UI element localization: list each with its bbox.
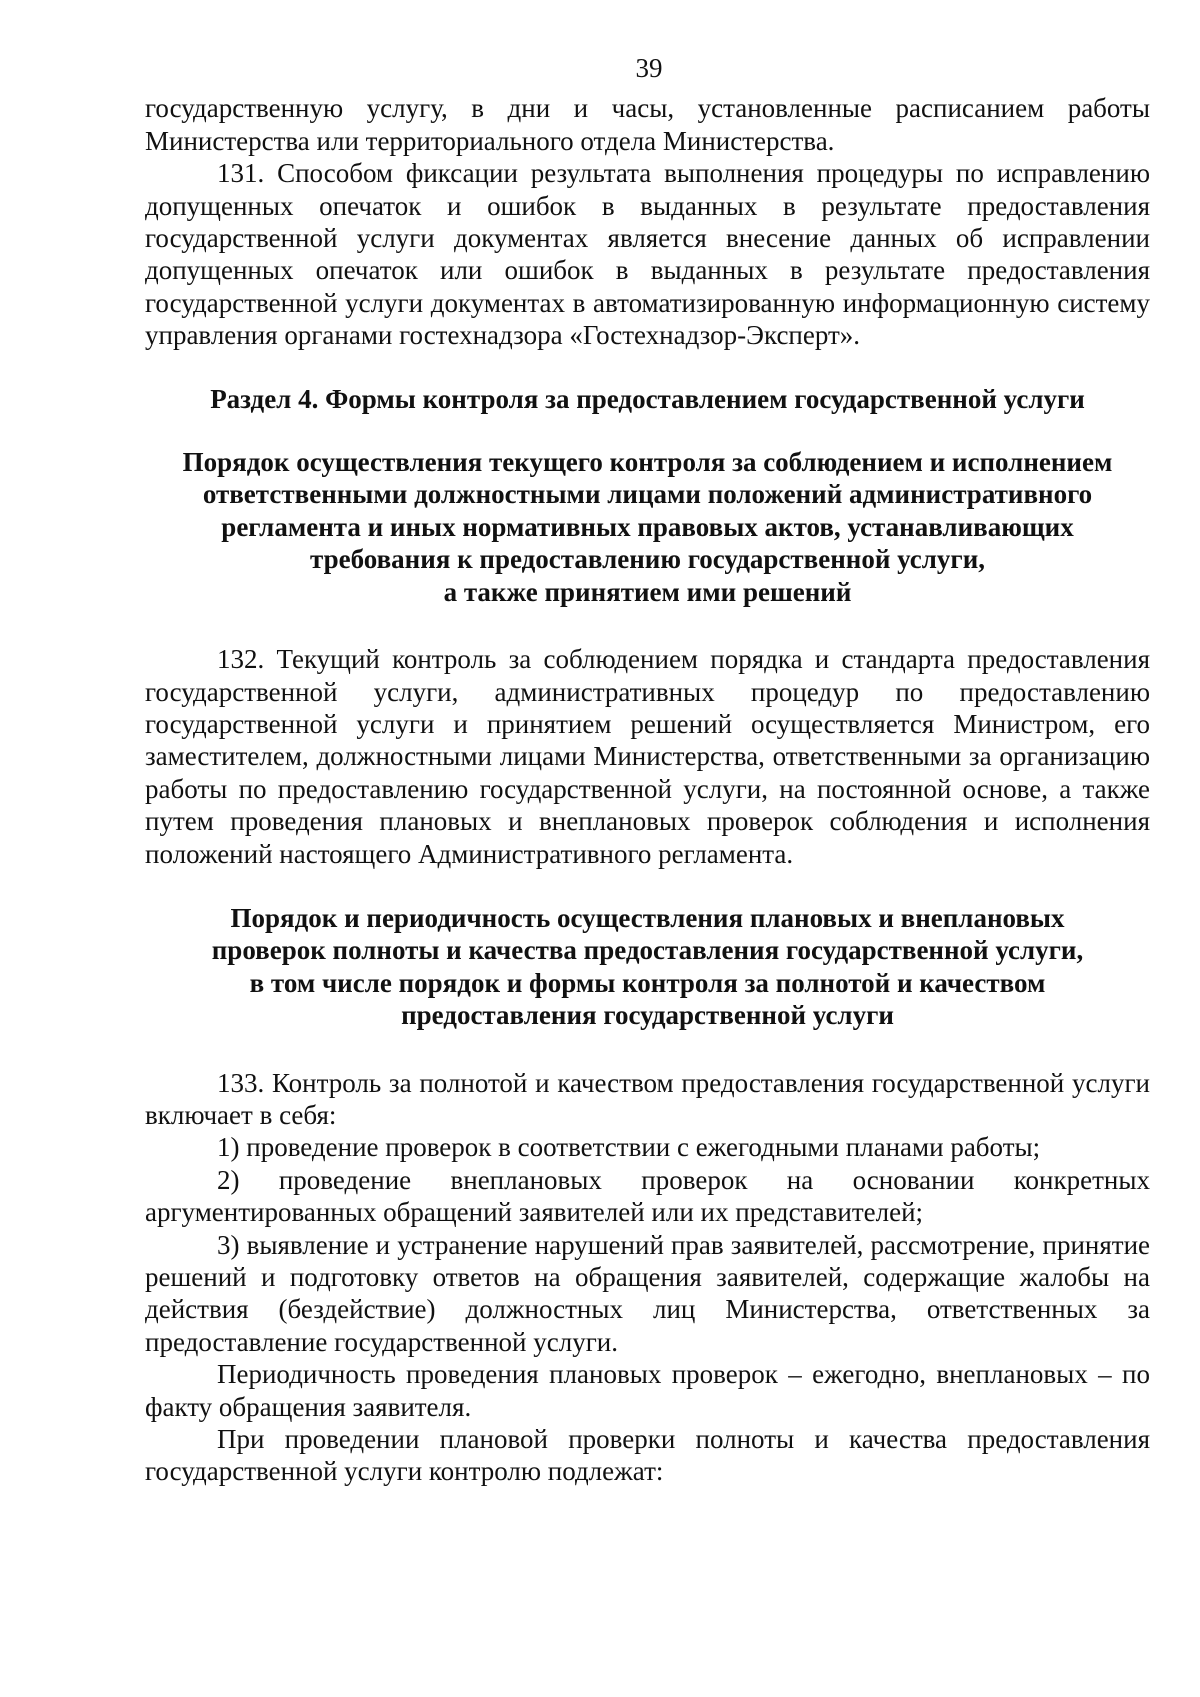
heading-line: а также принятием ими решений	[443, 576, 852, 607]
list-item-1: 1) проведение проверок в соответствии с ежегодными планами работы;	[217, 1132, 1041, 1163]
paragraph-132: 132. Текущий контроль за соблюдением порядка и стандарта предоставления государственной услуги, административных процедур по предоставлению государственной услуги и принятием решений осуществляется Министром, его заместителем, должностными лицами Министерства, ответственными за организацию работы по предоставлению государственной услуги, на постоянной основе, а также путем проведения плановых и внеплановых проверок соблюдения и исполнения положений настоящего Административного регламента.	[145, 644, 1150, 869]
heading-line: предоставления государственной услуги	[401, 1000, 894, 1031]
section-4-heading	[145, 383, 1150, 415]
heading-line: регламента и иных нормативных правовых актов, устанавливающих	[221, 511, 1074, 542]
periodicity-heading	[145, 902, 1150, 1032]
heading-line: требования к предоставлению государственной услуги,	[310, 544, 985, 575]
heading-line: ответственными должностными лицами положений административного	[202, 479, 1093, 510]
paragraph-131: 131. Способом фиксации результата выполнения процедуры по исправлению допущенных опечаток и ошибок в выданных в результате предоставления государственной услуги документах является внесение данных об исправлении допущенных опечаток или ошибок в выданных в результате предоставления государственной услуги документах в автоматизированную информационную систему управления органами гостехнадзора «Гостехнадзор-Эксперт».	[145, 158, 1150, 351]
heading-line: Раздел 4. Формы контроля за предоставлением государственной услуги	[210, 383, 1085, 414]
list-item-3: 3) выявление и устранение нарушений прав заявителей, рассмотрение, принятие решений и подготовку ответов на обращения заявителей, содержащие жалобы на действия (бездействие) должностных лиц Министерства, ответственных за предоставление государственной услуги.	[145, 1229, 1150, 1357]
heading-line: Порядок и периодичность осуществления плановых и внеплановых	[230, 902, 1065, 933]
heading-line: Порядок осуществления текущего контроля за соблюдением и исполнением	[182, 447, 1113, 478]
paragraph-continuation: государственную услугу, в дни и часы, установленные расписанием работы Министерства или территориального отдела Министерства.	[145, 93, 1150, 156]
current-control-heading	[145, 446, 1150, 608]
heading-line: проверок полноты и качества предоставления государственной услуги,	[211, 935, 1084, 966]
paragraph-133: 133. Контроль за полнотой и качеством предоставления государственной услуги включает в себя:	[145, 1067, 1150, 1130]
heading-line: в том числе порядок и формы контроля за полнотой и качеством	[249, 967, 1046, 998]
paragraph-periodicity: Периодичность проведения плановых проверок – ежегодно, внеплановых – по факту обращения заявителя.	[145, 1359, 1150, 1422]
paragraph-planned-check: При проведении плановой проверки полноты и качества предоставления государственной услуги контролю подлежат:	[145, 1424, 1150, 1487]
page-number: 39	[635, 53, 663, 83]
document-page	[145, 52, 1150, 1488]
list-item-2: 2) проведение внеплановых проверок на основании конкретных аргументированных обращений заявителей или их представителей;	[145, 1164, 1150, 1228]
